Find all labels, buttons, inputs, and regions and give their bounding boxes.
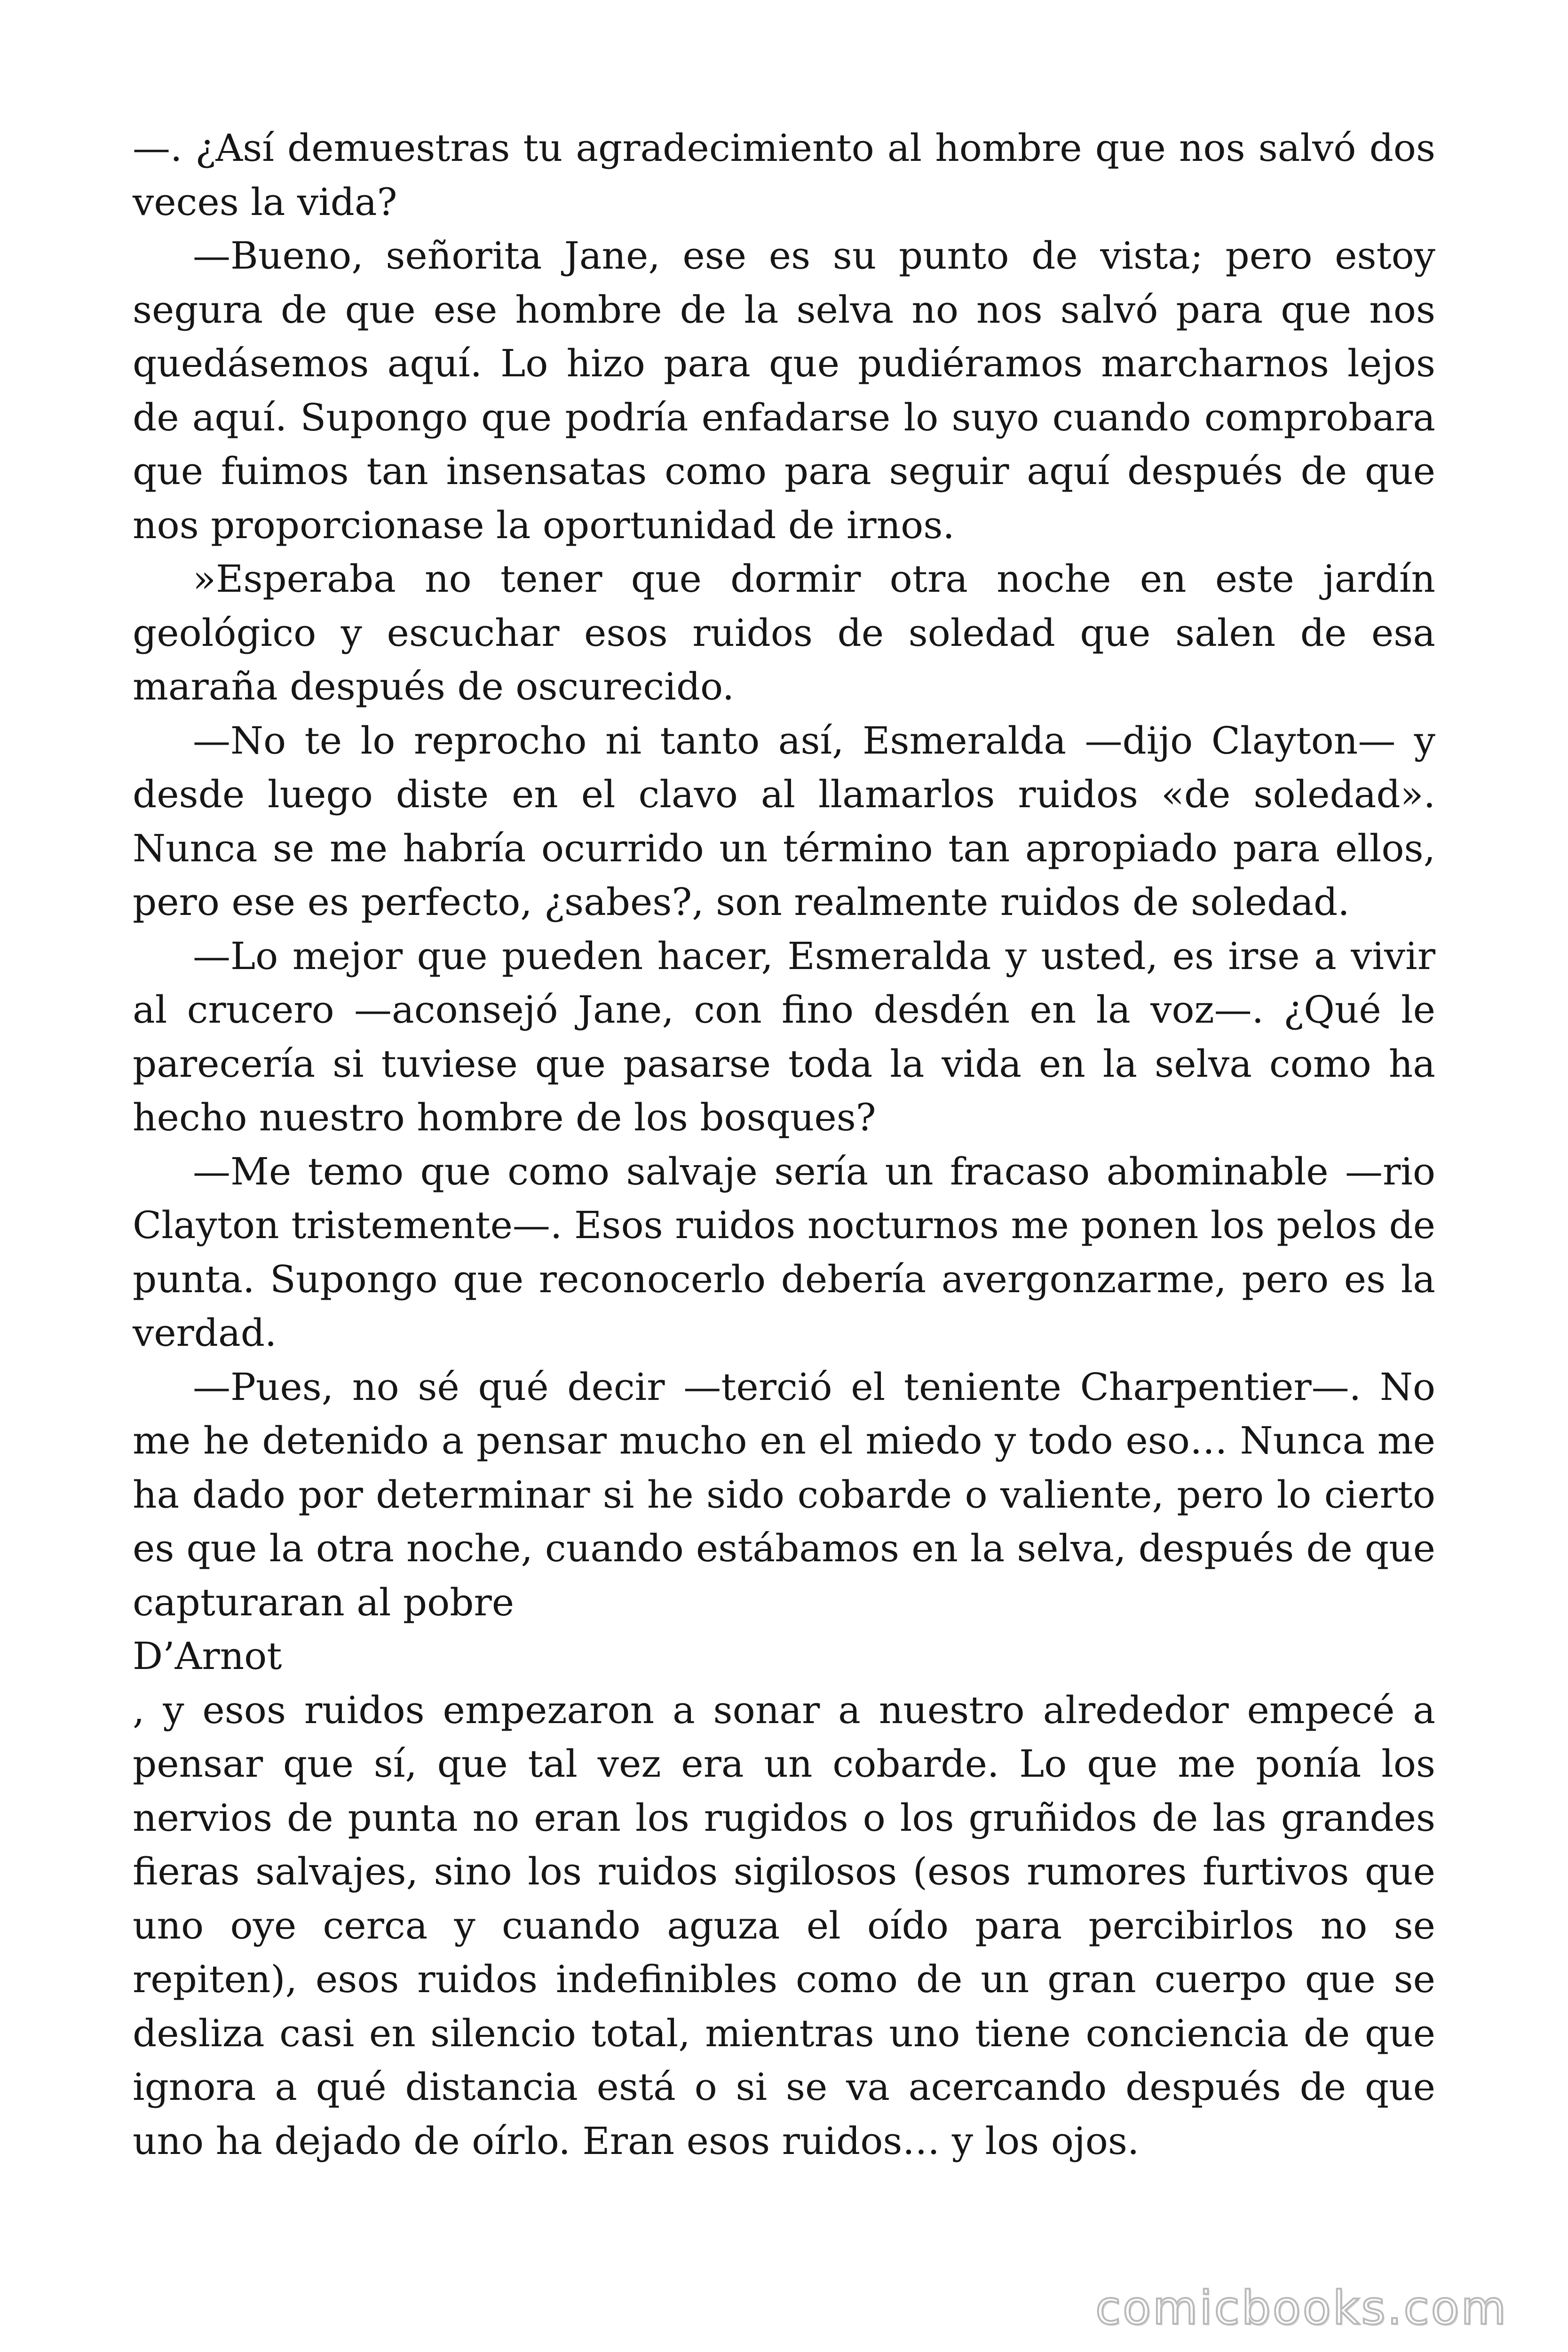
page-body-text [133,121,1435,2168]
paragraph-3: »Esperaba no tener que dormir otra noche en este jardín geológico y escuchar esos ruidos de soledad que salen de esa maraña después de oscurecido. [133,557,1435,708]
paragraph-1: —. ¿Así demuestras tu agradecimiento al hombre que nos salvó dos veces la vida? [133,126,1435,224]
paragraph-8-name-fragment: D’Arnot [133,1634,282,1678]
paragraph-5: —Lo mejor que pueden hacer, Esmeralda y usted, es irse a vivir al crucero —aconsejó Jane, con fino desdén en la voz—. ¿Qué le parecería si tuviese que pasarse toda la vida en la selva como ha hecho nuestro hombre de los bosques? [133,934,1435,1139]
paragraph-6: —Me temo que como salvaje sería un fracaso abominable —rio Clayton tristemente—. Esos ruidos nocturnos me ponen los pelos de punta. Supongo que reconocerlo debería avergonzarme, pero es la verdad. [133,1149,1435,1355]
paragraph-4: —No te lo reprocho ni tanto así, Esmeralda —dijo Clayton— y desde luego diste en el clavo al llamarlos ruidos «de soledad». Nunca se me habría ocurrido un término tan apropiado para ellos, pero ese es perfecto, ¿sabes?, son realmente ruidos de soledad. [133,718,1435,924]
paragraph-7: —Pues, no sé qué decir —terció el teniente Charpentier—. No me he detenido a pensar mucho en el miedo y todo eso… Nunca me ha dado por determinar si he sido cobarde o valiente, pero lo cierto es que la otra noche, cuando estábamos en la selva, después de que capturaran al pobre [133,1365,1435,1624]
watermark-text: comicbooks.com [1095,2281,1508,2335]
paragraph-9: , y esos ruidos empezaron a sonar a nuestro alrededor empecé a pensar que sí, que tal vez era un cobarde. Lo que me ponía los nervios de punta no eran los rugidos o los gruñidos de las grandes fieras salvajes, sino los ruidos sigilosos (esos rumores furtivos que uno oye cerca y cuando aguza el oído para percibirlos no se repiten), esos ruidos indefinibles como de un gran cuerpo que se desliza casi en silencio total, mientras uno tiene conciencia de que ignora a qué distancia está o si se va acercando después de que uno ha dejado de oírlo. Eran esos ruidos… y los ojos. [133,1688,1435,2163]
paragraph-2: —Bueno, señorita Jane, ese es su punto de vista; pero estoy segura de que ese hombre de la selva no nos salvó para que nos quedásemos aquí. Lo hizo para que pudiéramos marcharnos lejos de aquí. Supongo que podría enfadarse lo suyo cuando comprobara que fuimos tan insensatas como para seguir aquí después de que nos proporcionase la oportunidad de irnos. [133,234,1435,547]
